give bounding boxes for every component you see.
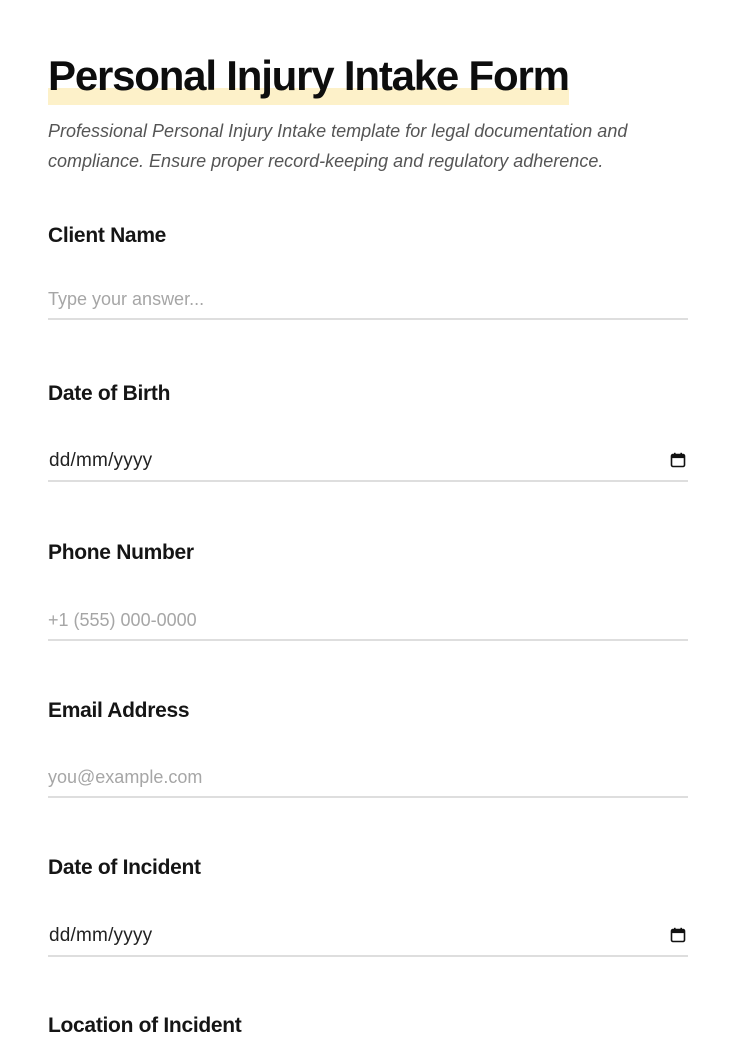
field-phone-number xyxy=(48,539,688,630)
form-subtitle: Professional Personal Injury Intake template for legal documentation and compliance. Ensure proper record-keeping and regulatory adherence. xyxy=(48,121,628,171)
field-email-address xyxy=(48,697,688,787)
date-of-birth-label: Date of Birth xyxy=(48,382,171,405)
date-of-incident-label: Date of Incident xyxy=(48,856,201,879)
calendar-icon[interactable] xyxy=(670,452,686,468)
date-of-incident-input[interactable] xyxy=(48,917,688,957)
date-of-incident-placeholder: dd/mm/yyyy xyxy=(49,925,153,946)
field-client-name xyxy=(48,222,688,309)
form-title: Personal Injury Intake Form xyxy=(48,52,569,99)
date-of-birth-placeholder: dd/mm/yyyy xyxy=(49,450,153,471)
email-address-input[interactable] xyxy=(48,758,688,798)
field-date-of-birth xyxy=(48,380,688,471)
calendar-icon[interactable] xyxy=(670,927,686,943)
client-name-input[interactable] xyxy=(48,280,688,320)
client-name-label: Client Name xyxy=(48,224,167,247)
email-address-label: Email Address xyxy=(48,699,190,722)
phone-number-label: Phone Number xyxy=(48,541,194,564)
phone-number-placeholder: +1 (555) 000-0000 xyxy=(48,610,197,630)
phone-number-input[interactable] xyxy=(48,601,688,641)
location-of-incident-label: Location of Incident xyxy=(48,1014,242,1037)
field-location-of-incident xyxy=(48,1012,688,1040)
date-of-birth-input[interactable] xyxy=(48,442,688,482)
client-name-placeholder: Type your answer... xyxy=(48,289,205,309)
email-address-placeholder: you@example.com xyxy=(48,767,203,787)
form-title-wrap xyxy=(48,52,569,100)
field-date-of-incident xyxy=(48,854,688,946)
